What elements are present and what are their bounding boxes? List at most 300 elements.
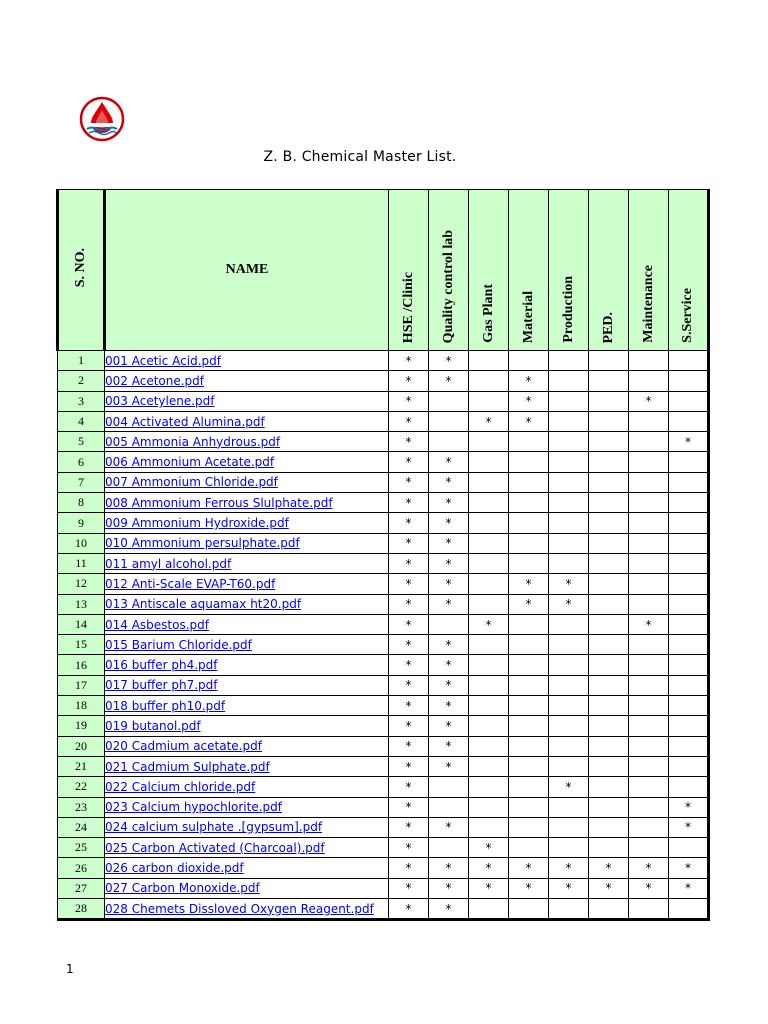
department-mark-cell (469, 493, 509, 513)
department-mark-cell (669, 493, 709, 513)
department-mark-cell (669, 371, 709, 391)
department-mark-cell: * (469, 614, 509, 634)
chemical-pdf-link[interactable]: 007 Ammonium Chloride.pdf (105, 475, 278, 490)
department-mark-cell (469, 655, 509, 675)
chemical-pdf-link[interactable]: 010 Ammonium persulphate.pdf (105, 536, 300, 551)
header-ped: PED. (589, 190, 629, 351)
department-mark-cell (549, 513, 589, 533)
row-sno: 13 (58, 594, 105, 614)
department-mark-cell: * (389, 878, 429, 898)
department-mark-cell (509, 635, 549, 655)
department-mark-cell (469, 756, 509, 776)
department-mark-cell: * (389, 411, 429, 431)
table-header-row (58, 190, 709, 351)
chemical-pdf-link[interactable]: 025 Carbon Activated (Charcoal).pdf (105, 840, 325, 855)
department-mark-cell: * (389, 817, 429, 837)
department-mark-cell (589, 756, 629, 776)
department-mark-cell (629, 736, 669, 756)
table-row (58, 635, 709, 655)
department-mark-cell (509, 675, 549, 695)
department-mark-cell (669, 838, 709, 858)
department-mark-cell (629, 756, 669, 776)
department-mark-cell (589, 533, 629, 553)
department-mark-cell (669, 777, 709, 797)
department-mark-cell (669, 553, 709, 573)
row-name-cell (105, 797, 389, 817)
department-mark-cell (589, 472, 629, 492)
header-hse-clinic: HSE /Clinic (389, 190, 429, 351)
department-mark-cell (469, 513, 509, 533)
department-mark-cell: * (429, 736, 469, 756)
department-mark-cell (469, 533, 509, 553)
department-mark-cell: * (469, 411, 509, 431)
chemical-pdf-link[interactable]: 022 Calcium chloride.pdf (105, 779, 256, 794)
department-mark-cell (509, 736, 549, 756)
department-mark-cell (669, 351, 709, 371)
department-mark-cell: * (509, 878, 549, 898)
table-row (58, 675, 709, 695)
department-mark-cell (549, 756, 589, 776)
header-s-service: S.Service (669, 190, 709, 351)
chemical-master-table (56, 189, 710, 921)
department-mark-cell (589, 797, 629, 817)
department-mark-cell: * (429, 553, 469, 573)
department-mark-cell (669, 513, 709, 533)
department-mark-cell (629, 432, 669, 452)
row-name-cell (105, 493, 389, 513)
department-mark-cell (669, 614, 709, 634)
department-mark-cell: * (589, 878, 629, 898)
row-sno: 22 (58, 777, 105, 797)
department-mark-cell (549, 655, 589, 675)
department-mark-cell (549, 675, 589, 695)
department-mark-cell (509, 797, 549, 817)
chemical-pdf-link[interactable]: 019 butanol.pdf (105, 718, 201, 733)
chemical-pdf-link[interactable]: 016 buffer ph4.pdf (105, 658, 218, 673)
department-mark-cell (549, 797, 589, 817)
row-name-cell (105, 756, 389, 776)
row-name-cell (105, 432, 389, 452)
table-row (58, 411, 709, 431)
department-mark-cell (589, 655, 629, 675)
department-mark-cell: * (389, 553, 429, 573)
department-mark-cell: * (629, 858, 669, 878)
department-mark-cell (629, 411, 669, 431)
department-mark-cell: * (429, 493, 469, 513)
department-mark-cell: * (389, 797, 429, 817)
chemical-pdf-link[interactable]: 003 Acetylene.pdf (105, 394, 215, 409)
table-body (58, 351, 709, 920)
department-mark-cell (669, 736, 709, 756)
department-mark-cell (629, 553, 669, 573)
department-mark-cell (629, 371, 669, 391)
header-sno: S. NO. (58, 190, 105, 351)
chemical-pdf-link[interactable]: 024 calcium sulphate .[gypsum].pdf (105, 820, 323, 835)
department-mark-cell (469, 675, 509, 695)
department-mark-cell (469, 351, 509, 371)
department-mark-cell (669, 756, 709, 776)
table-row (58, 351, 709, 371)
department-mark-cell (509, 472, 549, 492)
department-mark-cell (669, 472, 709, 492)
chemical-pdf-link[interactable]: 020 Cadmium acetate.pdf (105, 739, 262, 754)
chemical-pdf-link[interactable]: 027 Carbon Monoxide.pdf (105, 881, 260, 896)
chemical-pdf-link[interactable]: 013 Antiscale aquamax ht20.pdf (105, 597, 302, 612)
department-mark-cell (629, 899, 669, 920)
department-mark-cell: * (389, 899, 429, 920)
row-name-cell (105, 472, 389, 492)
row-sno: 9 (58, 513, 105, 533)
department-mark-cell: * (669, 817, 709, 837)
department-mark-cell (589, 838, 629, 858)
row-name-cell (105, 899, 389, 920)
department-mark-cell: * (509, 371, 549, 391)
row-name-cell (105, 411, 389, 431)
header-name: NAME (105, 190, 389, 351)
chemical-pdf-link[interactable]: 004 Activated Alumina.pdf (105, 414, 265, 429)
department-mark-cell: * (509, 411, 549, 431)
row-sno: 17 (58, 675, 105, 695)
department-mark-cell: * (429, 655, 469, 675)
department-mark-cell (669, 391, 709, 411)
chemical-pdf-link[interactable]: 026 carbon dioxide.pdf (105, 861, 244, 876)
department-mark-cell (509, 899, 549, 920)
chemical-pdf-link[interactable]: 018 buffer ph10.pdf (105, 698, 226, 713)
department-mark-cell (669, 533, 709, 553)
row-sno: 15 (58, 635, 105, 655)
department-mark-cell: * (429, 351, 469, 371)
department-mark-cell (429, 838, 469, 858)
department-mark-cell (549, 736, 589, 756)
department-mark-cell (589, 432, 629, 452)
row-sno: 19 (58, 716, 105, 736)
department-mark-cell: * (389, 614, 429, 634)
row-sno: 8 (58, 493, 105, 513)
department-mark-cell: * (389, 675, 429, 695)
department-mark-cell (549, 452, 589, 472)
department-mark-cell: * (669, 797, 709, 817)
department-mark-cell: * (429, 675, 469, 695)
department-mark-cell (509, 533, 549, 553)
department-mark-cell (549, 553, 589, 573)
table-row (58, 391, 709, 411)
row-sno: 11 (58, 553, 105, 573)
department-mark-cell (469, 432, 509, 452)
department-mark-cell (509, 452, 549, 472)
department-mark-cell (429, 432, 469, 452)
department-mark-cell: * (389, 594, 429, 614)
department-mark-cell (669, 899, 709, 920)
chemical-pdf-link[interactable]: 028 Chemets Dissloved Oxygen Reagent.pdf (105, 901, 374, 916)
department-mark-cell: * (509, 594, 549, 614)
row-name-cell (105, 452, 389, 472)
table-row (58, 736, 709, 756)
department-mark-cell: * (429, 594, 469, 614)
department-mark-cell: * (389, 493, 429, 513)
row-name-cell (105, 878, 389, 898)
row-sno: 3 (58, 391, 105, 411)
department-mark-cell: * (589, 858, 629, 878)
row-sno: 28 (58, 899, 105, 920)
department-mark-cell (629, 594, 669, 614)
department-mark-cell: * (389, 838, 429, 858)
table-row (58, 899, 709, 920)
chemical-pdf-link[interactable]: 011 amyl alcohol.pdf (105, 556, 232, 571)
row-sno: 14 (58, 614, 105, 634)
department-mark-cell (469, 635, 509, 655)
department-mark-cell: * (429, 533, 469, 553)
department-mark-cell (469, 594, 509, 614)
chemical-pdf-link[interactable]: 015 Barium Chloride.pdf (105, 637, 252, 652)
row-name-cell (105, 675, 389, 695)
row-name-cell (105, 574, 389, 594)
row-name-cell (105, 838, 389, 858)
row-sno: 16 (58, 655, 105, 675)
row-sno: 7 (58, 472, 105, 492)
department-mark-cell (549, 716, 589, 736)
department-mark-cell (469, 574, 509, 594)
department-mark-cell (469, 553, 509, 573)
department-mark-cell: * (389, 655, 429, 675)
chemical-pdf-link[interactable]: 017 buffer ph7.pdf (105, 678, 218, 693)
department-mark-cell: * (429, 574, 469, 594)
page-number: 1 (66, 962, 74, 976)
department-mark-cell (629, 351, 669, 371)
department-mark-cell (589, 574, 629, 594)
department-mark-cell (469, 736, 509, 756)
department-mark-cell: * (669, 432, 709, 452)
table-row (58, 797, 709, 817)
row-name-cell (105, 594, 389, 614)
chemical-pdf-link[interactable]: 006 Ammonium Acetate.pdf (105, 455, 275, 470)
department-mark-cell (469, 817, 509, 837)
department-mark-cell: * (429, 716, 469, 736)
department-mark-cell (429, 614, 469, 634)
row-name-cell (105, 696, 389, 716)
department-mark-cell (429, 411, 469, 431)
department-mark-cell (509, 513, 549, 533)
row-name-cell (105, 777, 389, 797)
table-row (58, 614, 709, 634)
row-sno: 26 (58, 858, 105, 878)
header-maintenance: Maintenance (629, 190, 669, 351)
row-name-cell (105, 655, 389, 675)
department-mark-cell (669, 716, 709, 736)
department-mark-cell: * (549, 878, 589, 898)
department-mark-cell: * (389, 472, 429, 492)
department-mark-cell: * (549, 777, 589, 797)
row-sno: 23 (58, 797, 105, 817)
department-mark-cell: * (469, 838, 509, 858)
row-name-cell (105, 817, 389, 837)
department-mark-cell: * (389, 635, 429, 655)
department-mark-cell (589, 513, 629, 533)
department-mark-cell (549, 838, 589, 858)
table-row (58, 858, 709, 878)
department-mark-cell: * (429, 371, 469, 391)
department-mark-cell (629, 777, 669, 797)
department-mark-cell: * (509, 574, 549, 594)
department-mark-cell (509, 351, 549, 371)
department-mark-cell: * (389, 736, 429, 756)
row-sno: 5 (58, 432, 105, 452)
chemical-pdf-link[interactable]: 021 Cadmium Sulphate.pdf (105, 759, 270, 774)
department-mark-cell (549, 533, 589, 553)
department-mark-cell: * (549, 858, 589, 878)
department-mark-cell: * (429, 635, 469, 655)
department-mark-cell (629, 797, 669, 817)
department-mark-cell (589, 391, 629, 411)
department-mark-cell: * (429, 817, 469, 837)
department-mark-cell (509, 777, 549, 797)
row-sno: 12 (58, 574, 105, 594)
table-row (58, 574, 709, 594)
row-name-cell (105, 553, 389, 573)
department-mark-cell (469, 696, 509, 716)
department-mark-cell (549, 817, 589, 837)
department-mark-cell (549, 432, 589, 452)
department-mark-cell (589, 899, 629, 920)
department-mark-cell (469, 899, 509, 920)
department-mark-cell: * (669, 878, 709, 898)
department-mark-cell (549, 472, 589, 492)
department-mark-cell (469, 797, 509, 817)
department-mark-cell (629, 493, 669, 513)
department-mark-cell (509, 716, 549, 736)
department-mark-cell: * (629, 391, 669, 411)
chemical-pdf-link[interactable]: 012 Anti-Scale EVAP-T60.pdf (105, 576, 276, 591)
department-mark-cell: * (429, 452, 469, 472)
row-name-cell (105, 513, 389, 533)
department-mark-cell: * (509, 858, 549, 878)
department-mark-cell: * (389, 777, 429, 797)
department-mark-cell: * (429, 472, 469, 492)
department-mark-cell (629, 716, 669, 736)
department-mark-cell: * (389, 371, 429, 391)
department-mark-cell (509, 655, 549, 675)
department-mark-cell (669, 675, 709, 695)
chemical-pdf-link[interactable]: 014 Asbestos.pdf (105, 617, 210, 632)
department-mark-cell: * (549, 574, 589, 594)
table-row (58, 817, 709, 837)
department-mark-cell (589, 635, 629, 655)
department-mark-cell: * (389, 432, 429, 452)
department-mark-cell (549, 899, 589, 920)
header-material: Material (509, 190, 549, 351)
department-mark-cell (669, 452, 709, 472)
table-row (58, 838, 709, 858)
department-mark-cell (629, 472, 669, 492)
department-mark-cell (629, 655, 669, 675)
department-mark-cell (589, 696, 629, 716)
department-mark-cell (549, 351, 589, 371)
department-mark-cell (589, 817, 629, 837)
department-mark-cell (589, 351, 629, 371)
row-sno: 20 (58, 736, 105, 756)
department-mark-cell: * (389, 574, 429, 594)
department-mark-cell (589, 716, 629, 736)
department-mark-cell (469, 371, 509, 391)
table-row (58, 371, 709, 391)
department-mark-cell (509, 756, 549, 776)
table-row (58, 432, 709, 452)
row-sno: 4 (58, 411, 105, 431)
department-mark-cell (589, 371, 629, 391)
department-mark-cell (629, 838, 669, 858)
department-mark-cell (589, 594, 629, 614)
row-name-cell (105, 858, 389, 878)
row-sno: 27 (58, 878, 105, 898)
department-mark-cell: * (629, 878, 669, 898)
chemical-pdf-link[interactable]: 005 Ammonia Anhydrous.pdf (105, 434, 281, 449)
table-row (58, 716, 709, 736)
department-mark-cell (509, 432, 549, 452)
chemical-pdf-link[interactable]: 002 Acetone.pdf (105, 373, 205, 388)
chemical-pdf-link[interactable]: 009 Ammonium Hydroxide.pdf (105, 516, 289, 531)
department-mark-cell (629, 696, 669, 716)
table-row (58, 493, 709, 513)
department-mark-cell (509, 817, 549, 837)
department-mark-cell (589, 675, 629, 695)
department-mark-cell: * (549, 594, 589, 614)
department-mark-cell (669, 411, 709, 431)
row-sno: 18 (58, 696, 105, 716)
department-mark-cell (429, 391, 469, 411)
table-row (58, 696, 709, 716)
department-mark-cell (669, 696, 709, 716)
table-row (58, 553, 709, 573)
department-mark-cell (629, 452, 669, 472)
department-mark-cell: * (389, 391, 429, 411)
row-sno: 6 (58, 452, 105, 472)
row-sno: 2 (58, 371, 105, 391)
row-name-cell (105, 716, 389, 736)
table-row (58, 533, 709, 553)
department-mark-cell: * (389, 533, 429, 553)
department-mark-cell (549, 614, 589, 634)
department-mark-cell (469, 716, 509, 736)
chemical-pdf-link[interactable]: 008 Ammonium Ferrous Slulphate.pdf (105, 495, 333, 510)
department-mark-cell: * (389, 696, 429, 716)
department-mark-cell (629, 513, 669, 533)
department-mark-cell (589, 411, 629, 431)
department-mark-cell (509, 493, 549, 513)
department-mark-cell: * (429, 858, 469, 878)
department-mark-cell (509, 696, 549, 716)
department-mark-cell (589, 777, 629, 797)
department-mark-cell (549, 371, 589, 391)
department-mark-cell (429, 797, 469, 817)
department-mark-cell (629, 817, 669, 837)
department-mark-cell (509, 553, 549, 573)
table-row (58, 756, 709, 776)
chemical-pdf-link[interactable]: 023 Calcium hypochlorite.pdf (105, 800, 282, 815)
department-mark-cell (469, 452, 509, 472)
row-name-cell (105, 736, 389, 756)
row-name-cell (105, 614, 389, 634)
department-mark-cell (469, 777, 509, 797)
header-production: Production (549, 190, 589, 351)
header-quality-control-lab: Quality control lab (429, 190, 469, 351)
department-mark-cell (669, 594, 709, 614)
department-mark-cell: * (389, 716, 429, 736)
department-mark-cell: * (429, 756, 469, 776)
department-mark-cell (549, 635, 589, 655)
row-sno: 25 (58, 838, 105, 858)
table-row (58, 472, 709, 492)
department-mark-cell: * (389, 858, 429, 878)
chemical-pdf-link[interactable]: 001 Acetic Acid.pdf (105, 353, 221, 368)
